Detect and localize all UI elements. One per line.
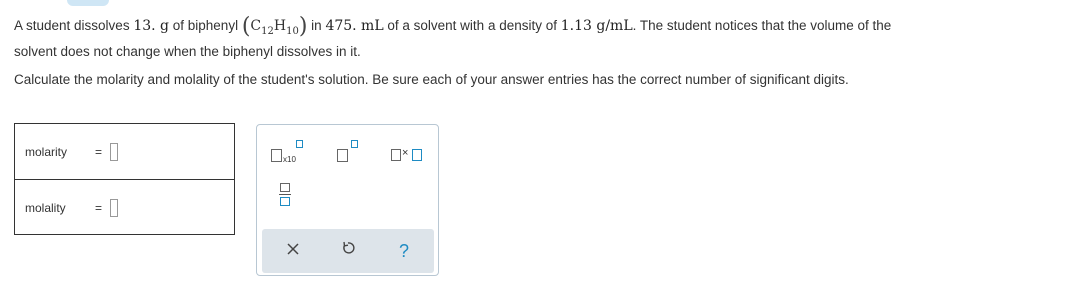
clear-button[interactable]	[278, 237, 308, 265]
problem-text-segment: of biphenyl	[169, 18, 242, 33]
instruction-text: Calculate the molarity and molality of the student's solution. Be sure each of your answer entries has the correct number of significant digits.	[14, 71, 849, 87]
formula-element: H	[273, 18, 287, 34]
mass-value: 13. g	[133, 18, 170, 34]
molality-input[interactable]	[110, 199, 118, 217]
molality-row	[15, 180, 234, 235]
problem-text-segment: in	[307, 18, 326, 33]
x10-label: x10	[283, 155, 296, 164]
factor-placeholder-icon	[391, 149, 401, 161]
factor-placeholder-icon	[412, 149, 422, 161]
molarity-input[interactable]	[110, 143, 118, 161]
help-icon: ?	[398, 241, 409, 261]
exponent-placeholder-icon	[351, 140, 358, 148]
volume-value: 475. mL	[325, 18, 384, 34]
formula-element: C	[250, 18, 262, 34]
exponent-placeholder-icon	[296, 140, 303, 148]
problem-text-segment: solvent does not change when the biphenyl dissolves in it.	[14, 43, 361, 59]
times-sign: ×	[402, 147, 409, 159]
close-icon	[287, 243, 299, 255]
undo-icon	[341, 241, 355, 255]
numerator-placeholder-icon	[280, 183, 290, 192]
biphenyl-formula: $(C_{12}H_{10})$	[241, 14, 308, 39]
density-value: 1.13 g/mL	[560, 18, 633, 34]
palette-footer	[262, 229, 434, 273]
superscript-button[interactable]	[337, 137, 367, 167]
help-button[interactable]	[389, 237, 419, 265]
fraction-button[interactable]	[279, 180, 293, 212]
undo-button[interactable]	[333, 237, 363, 265]
multiply-button[interactable]	[391, 137, 431, 167]
equals-sign: =	[95, 200, 103, 215]
molarity-row	[15, 124, 234, 180]
scientific-notation-button[interactable]	[271, 137, 311, 167]
problem-text-segment: . The student notices that the volume of the	[632, 18, 892, 33]
molarity-label: molarity	[25, 144, 68, 159]
header-tab	[67, 0, 109, 6]
fraction-bar	[279, 194, 291, 195]
equals-sign: =	[95, 144, 103, 159]
formula-subscript: 12	[261, 25, 274, 37]
denominator-placeholder-icon	[280, 197, 290, 206]
formula-subscript: 10	[286, 25, 299, 37]
molality-label: molality	[25, 200, 66, 215]
problem-text-segment: of a solvent with a density of	[383, 18, 561, 33]
base-placeholder-icon	[271, 149, 282, 162]
math-palette	[256, 124, 439, 276]
problem-statement	[14, 14, 1064, 62]
base-placeholder-icon	[337, 149, 348, 162]
answer-table	[14, 123, 235, 235]
problem-text-segment: A student dissolves	[14, 18, 134, 33]
problem-text	[14, 14, 1064, 90]
